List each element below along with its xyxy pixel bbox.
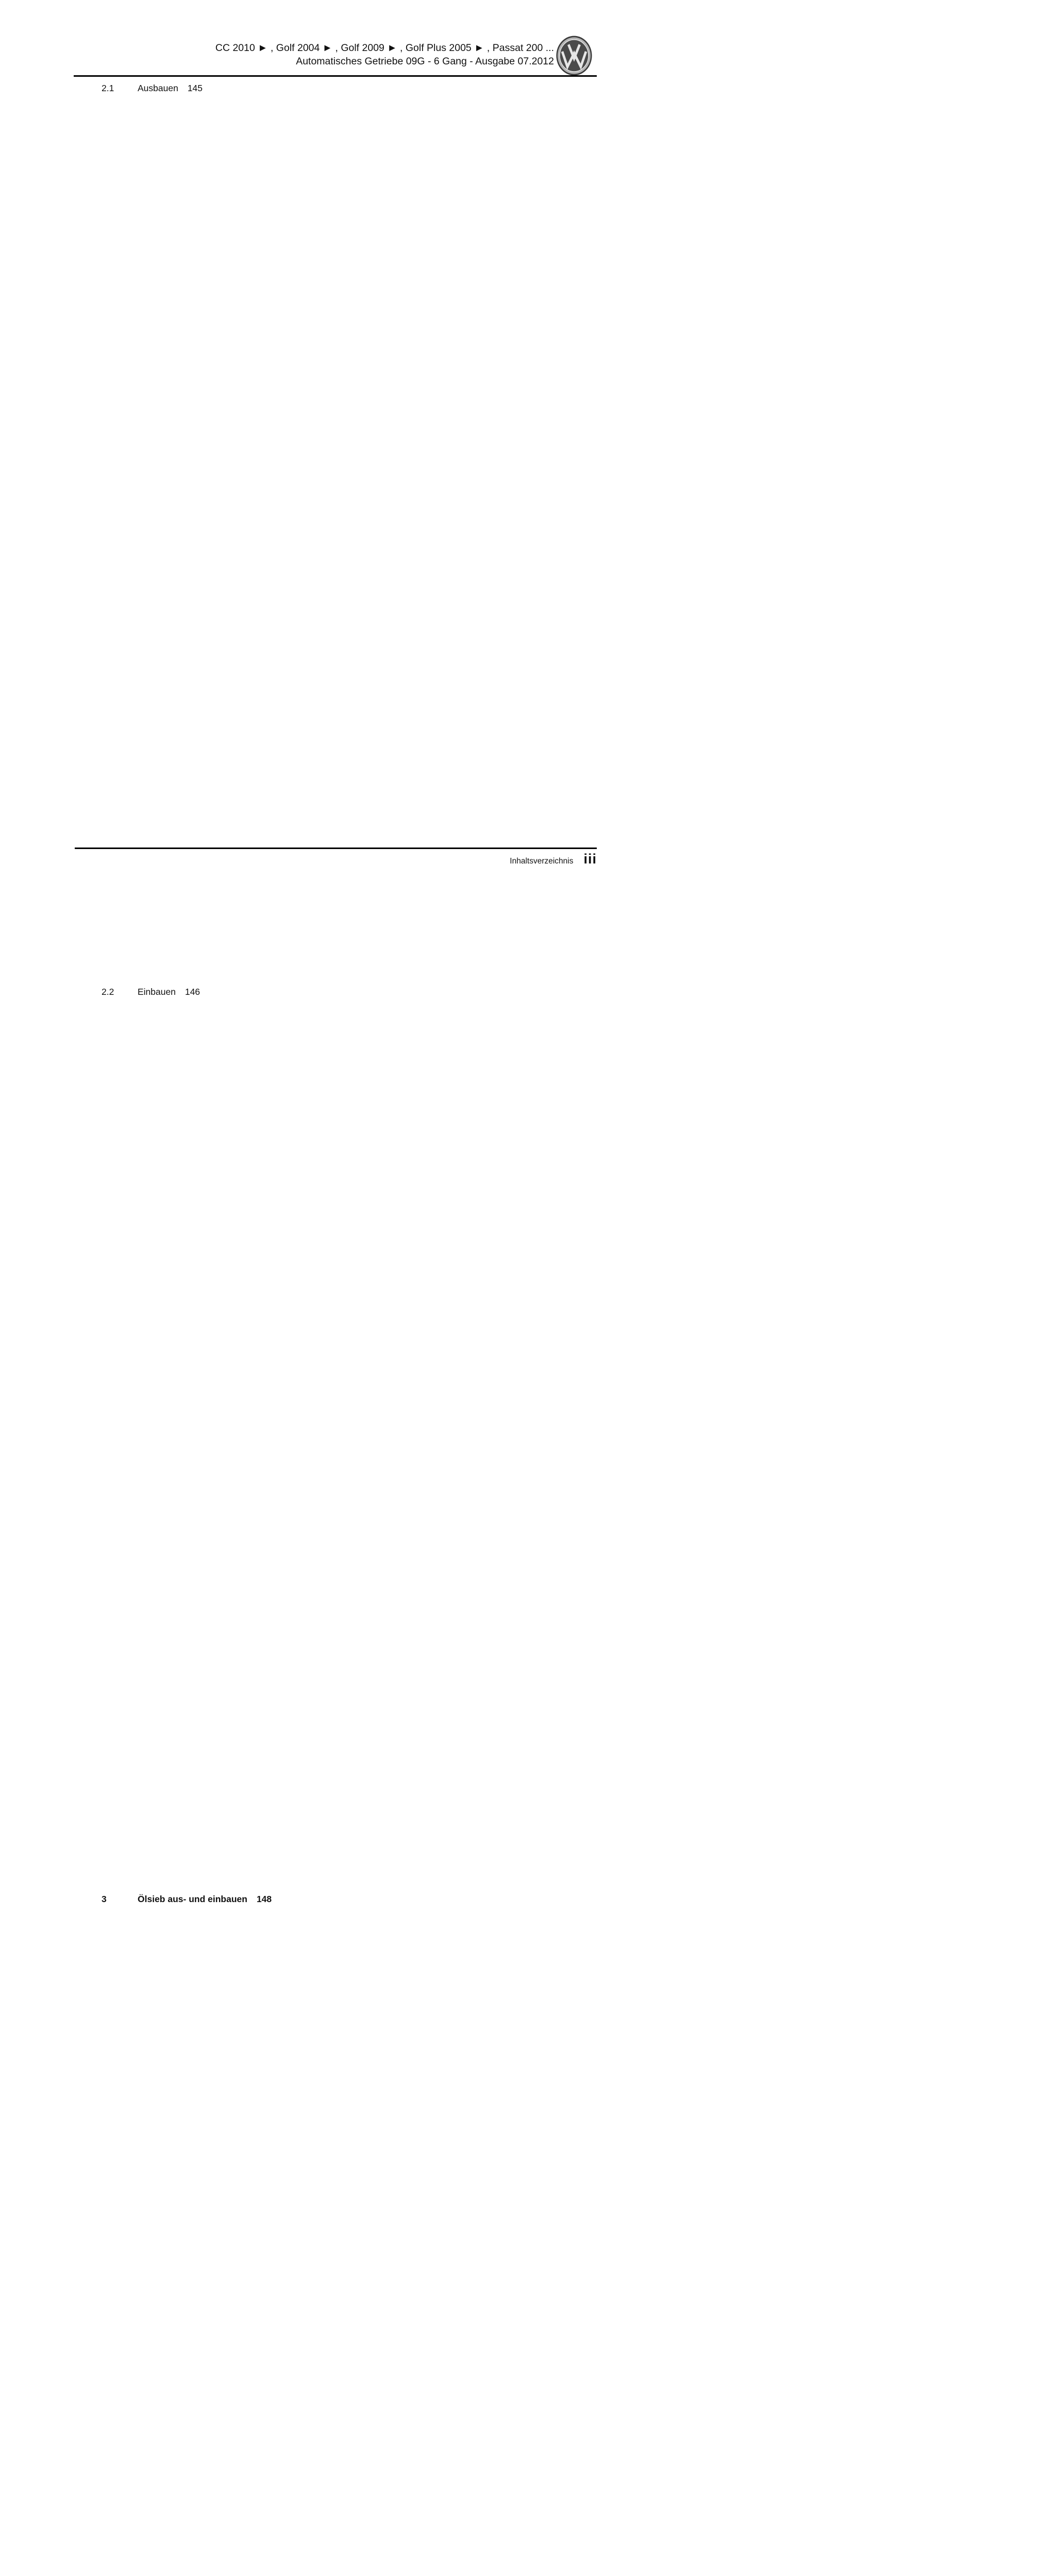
- document-page: [0, 0, 639, 1904]
- footer-label: Inhaltsverzeichnis: [510, 857, 574, 866]
- toc-row: [74, 82, 597, 986]
- entry-page-number: 146: [185, 986, 824, 1890]
- entry-number: 3: [102, 1894, 107, 1904]
- toc-list: [74, 82, 597, 2576]
- toc-row: [74, 1893, 597, 2576]
- vw-logo-icon: [556, 35, 593, 76]
- entry-title: Ausbauen: [138, 83, 178, 93]
- footer-rule: [75, 848, 597, 849]
- header-rule: [74, 75, 597, 77]
- entry-title: Einbauen: [138, 987, 176, 997]
- page-header: [215, 41, 554, 68]
- entry-page-number: 148: [257, 1893, 896, 2576]
- entry-page-number: 145: [188, 82, 827, 986]
- header-document-line: Automatisches Getriebe 09G - 6 Gang - Ausgabe 07.2012: [296, 56, 554, 67]
- header-vehicle-line: CC 2010 ► , Golf 2004 ► , Golf 2009 ► , Golf Plus 2005 ► , Passat 200 ...: [215, 42, 554, 54]
- footer-page-number: iii: [583, 851, 597, 867]
- entry-number: 2.2: [102, 987, 114, 997]
- entry-title: Ölsieb aus- und einbauen: [138, 1894, 247, 1904]
- page-footer: [510, 851, 597, 867]
- entry-number: 2.1: [102, 83, 114, 93]
- toc-row: [74, 986, 597, 1890]
